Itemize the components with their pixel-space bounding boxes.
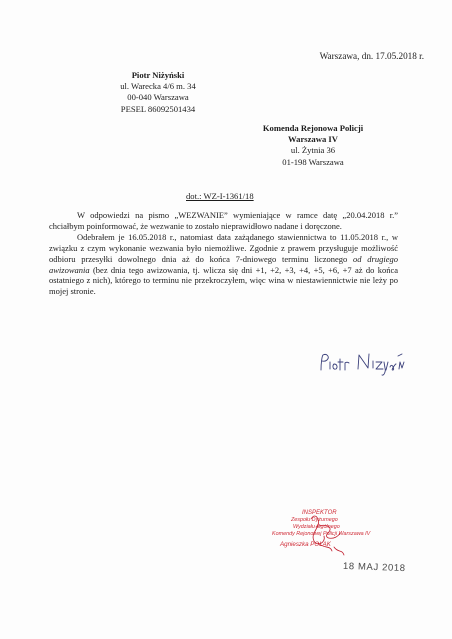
sender-name: Piotr Niżyński <box>131 70 185 80</box>
stamp-line-3: Wydziału Ogólnego <box>293 524 340 530</box>
sender-block <box>98 70 218 115</box>
paragraph-2 <box>49 232 398 297</box>
letter-body <box>49 210 398 298</box>
stamp-line-4: Komendy Rejonowej Policji Warszawa IV <box>272 531 371 537</box>
paragraph-1: W odpowiedzi na pismo „WEZWANIE” wymieniające w ramce datę „20.04.2018 r.” chciałbym poinformować, że wezwanie to zostało nieprawidłowo nadane i doręczone. <box>49 210 398 231</box>
sender-city: 00-040 Warszawa <box>127 92 189 103</box>
place-and-date: Warszawa, dn. 17.05.2018 r. <box>319 51 424 61</box>
paragraph-2-end: (bez dnia tego awizowania, tj. wlicza się dni +1, +2, +3, +4, +5, +6, +7 aż do końca ostatniego z nich), którego to terminu nie przekroczyłem, więc wina w niestawiennictwie nie leży po mojej stronie. <box>49 264 399 297</box>
stamp-received-date: 18 MAJ 2018 <box>342 560 406 575</box>
recipient-city: 01-198 Warszawa <box>282 156 344 167</box>
paragraph-2-italic: od drugiego awizowania <box>49 253 398 275</box>
handwritten-signature <box>318 350 408 378</box>
stamp-title: INSPEKTOR <box>302 510 337 516</box>
recipient-block <box>248 123 378 168</box>
sender-street: ul. Warecka 4/6 m. 34 <box>120 81 196 92</box>
official-stamp <box>256 503 406 613</box>
paragraph-2-text: Odebrałem je 16.05.2018 r., natomiast data zażądanego stawiennictwa to 11.05.2018 r., w związku z czym wykonanie wezwania było niemożliwe. Zgodnie z prawem przysługuje możliwość odbioru przesyłki dowolnego dnia aż do końca 7-dniowego terminu liczonego <box>49 232 398 264</box>
recipient-line1: Komenda Rejonowa Policji <box>262 123 364 133</box>
recipient-street: ul. Żytnia 36 <box>290 145 336 156</box>
case-reference: dot.: WZ-I-1361/18 <box>186 191 254 201</box>
signature-drawing <box>318 350 408 378</box>
recipient-line2: Warszawa IV <box>288 134 338 145</box>
stamp-line-2: Zespołu Dyżurnego <box>291 517 338 523</box>
sender-pesel: PESEL 86092501434 <box>120 103 196 114</box>
stamp-officer-name: Agnieszka POLAK <box>280 541 331 548</box>
